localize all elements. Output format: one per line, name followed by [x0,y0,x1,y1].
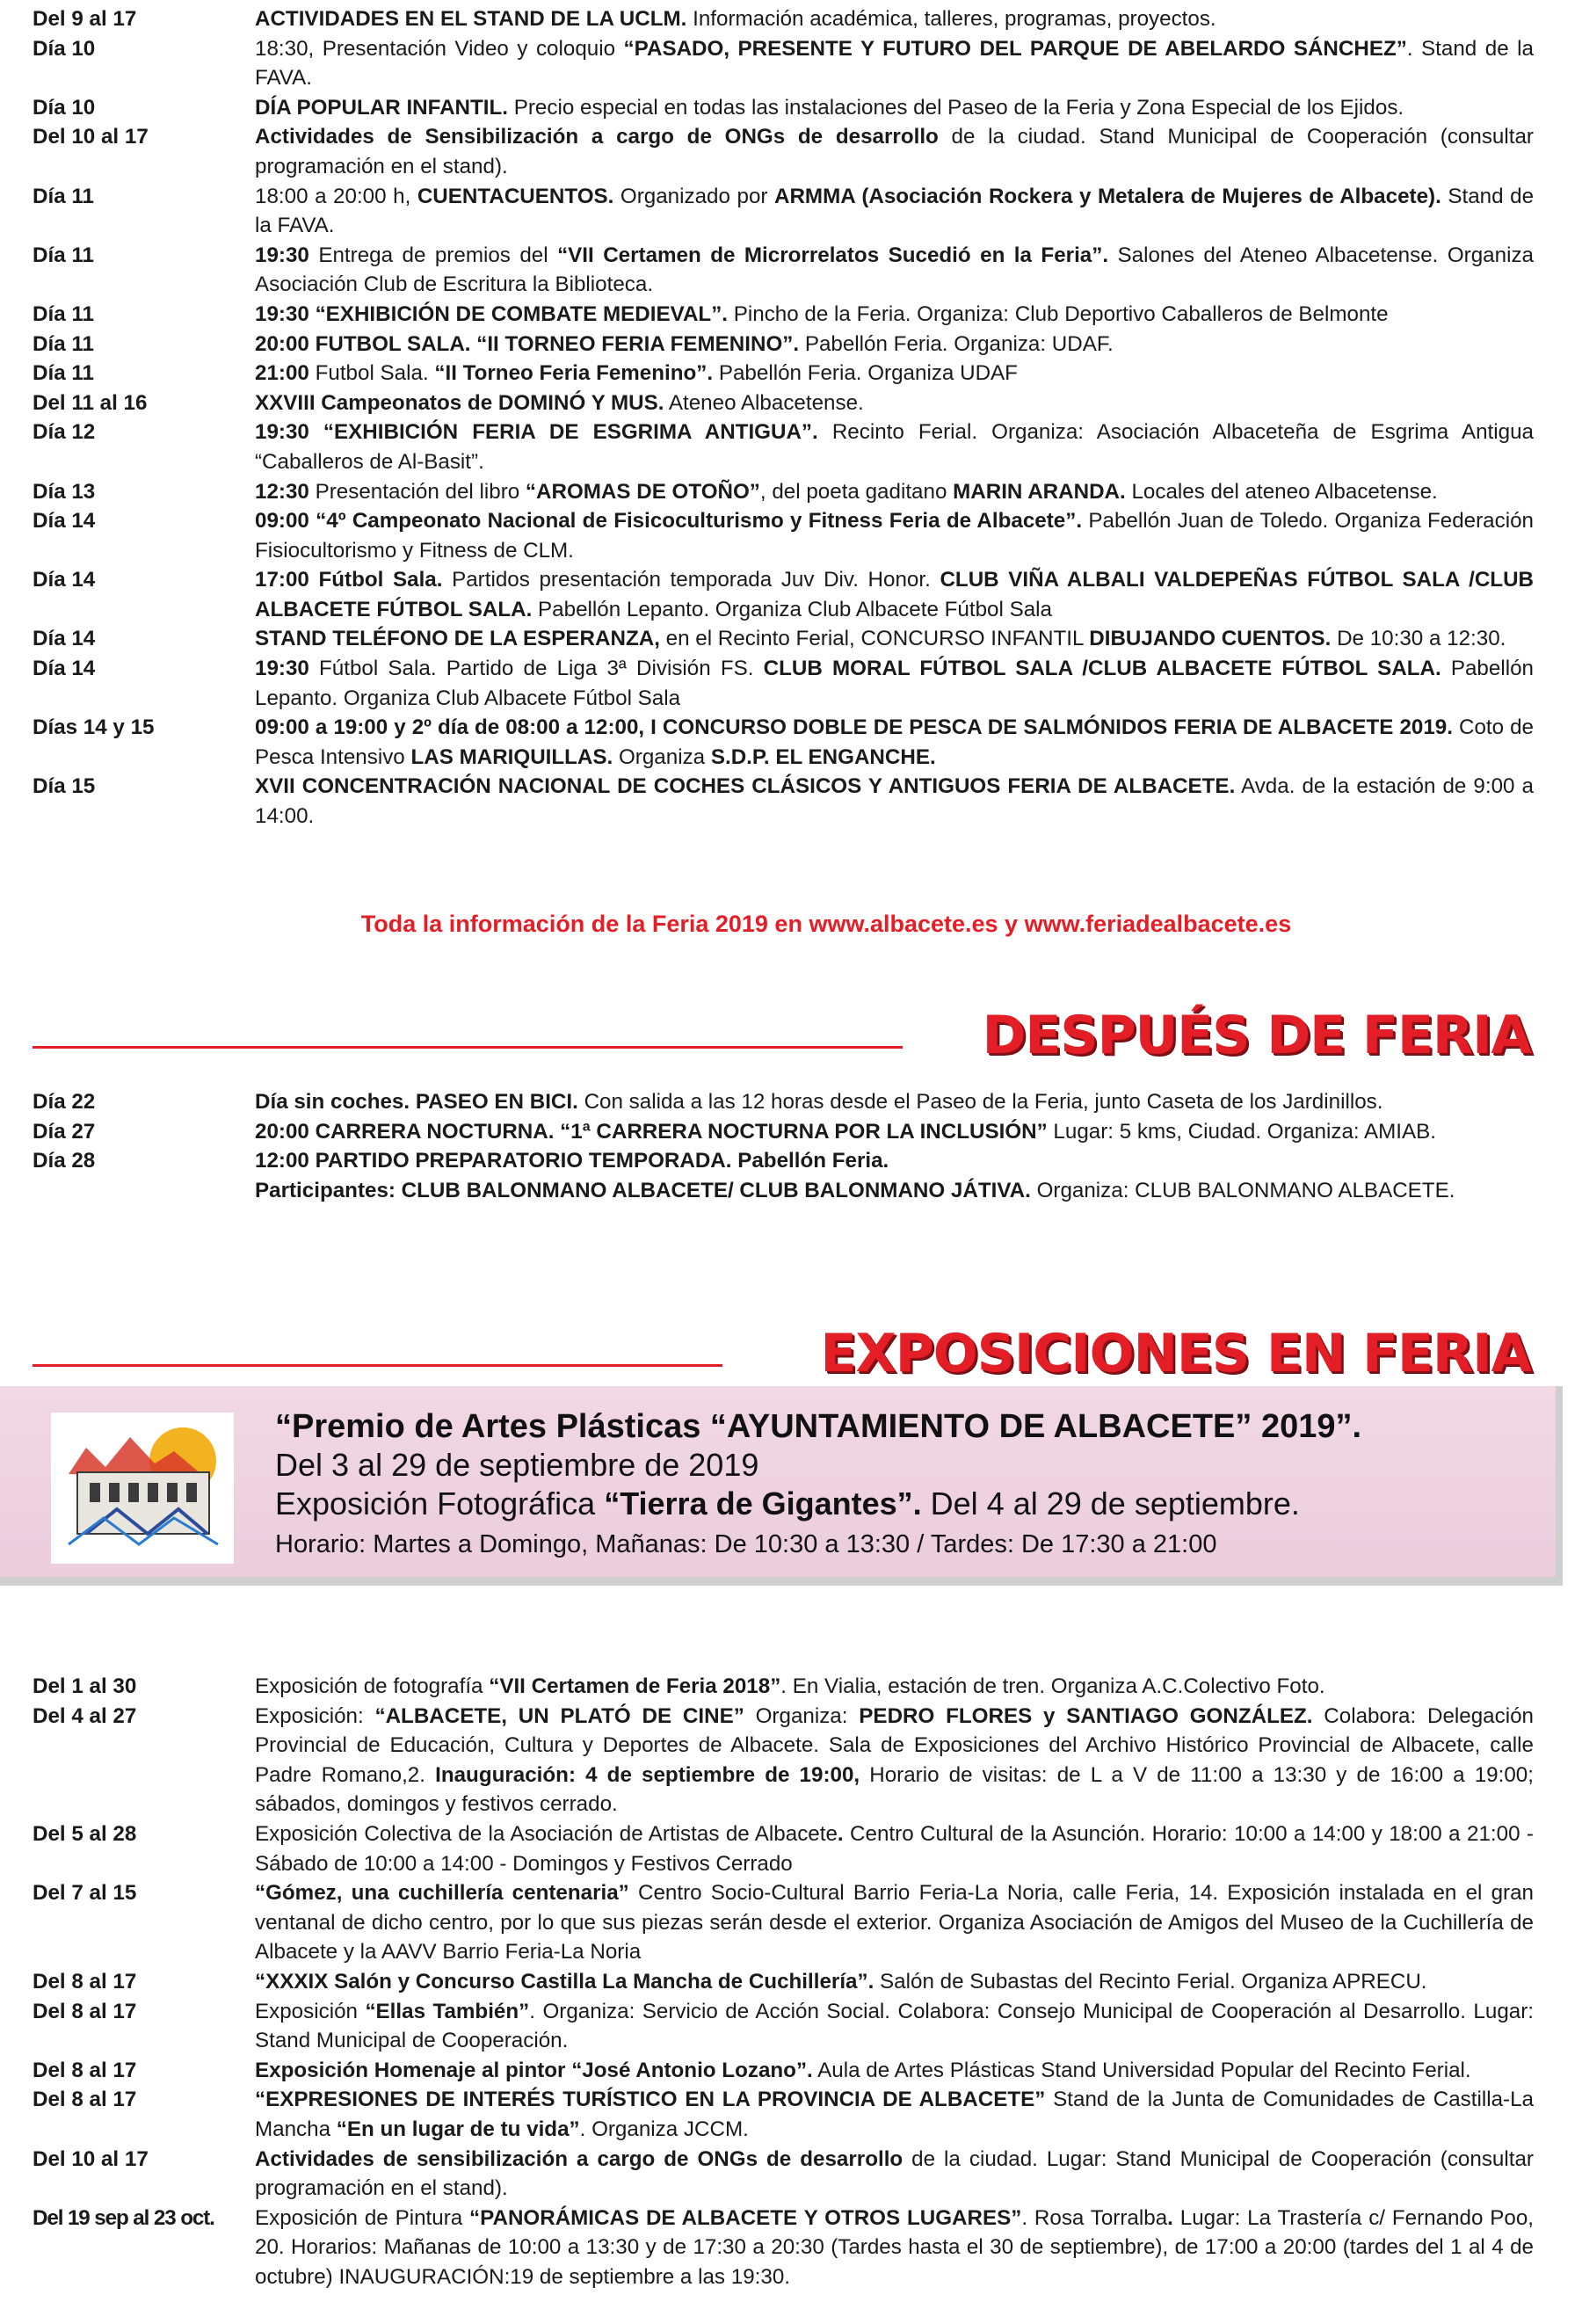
event-date: Día 10 [33,36,96,61]
event-text: Información académica, talleres, programas, proyectos. [686,7,1216,31]
event-date: Día 10 [33,95,96,120]
event-text-bold: Día sin coches. PASEO EN BICI. [255,1090,578,1114]
event-text: . Stand de la FAVA. [255,36,1534,91]
event-date: Del 1 al 30 [33,1674,137,1698]
event-row [33,418,1534,476]
event-description [255,330,1534,359]
event-row [33,4,1534,34]
event-text: Exposición Colectiva de la Asociación de Artistas de Albacete [255,1821,838,1846]
event-row [33,1176,1534,1206]
event-row [33,34,1534,93]
event-text: 18:30, Presentación Video y coloquio [255,36,624,61]
event-description [255,241,1534,300]
featured-title: “Premio de Artes Plásticas “AYUNTAMIENTO DE ALBACETE” 2019”. [275,1408,1362,1445]
event-text-bold: 09:00 a 19:00 y 2º día de 08:00 a 12:00, I CONCURSO DOBLE DE PESCA DE SALMÓNIDOS FERIA DE ALBACETE 2019. [255,715,1453,740]
event-text-bold: “ALBACETE, UN PLATÓ DE CINE” [374,1703,744,1728]
event-text-bold: “PANORÁMICAS DE ALBACETE Y OTROS LUGARES” [469,2205,1022,2230]
event-date: Del 5 al 28 [33,1821,137,1846]
event-date: Del 4 al 27 [33,1703,137,1728]
event-description [255,2145,1534,2204]
event-text-bold: . [837,1821,844,1846]
event-text: Exposición de Pintura [255,2205,470,2230]
event-description [255,122,1534,181]
event-text-bold: 12:00 PARTIDO PREPARATORIO TEMPORADA. Pabellón Feria. [255,1149,889,1173]
event-description [255,1997,1534,2056]
event-text-bold: “Gómez, una cuchillería centenaria” [255,1881,629,1906]
featured-dates: Del 3 al 29 de septiembre de 2019 [275,1447,759,1483]
event-date: Del 10 al 17 [33,125,149,149]
event-row [33,241,1534,300]
event-text: Organiza: CLUB BALONMANO ALBACETE. [1030,1178,1455,1202]
exhibitions-list [33,1672,1534,2291]
event-description [255,182,1534,241]
event-text: Stand de la FAVA. [255,184,1535,238]
event-date: Día 11 [33,331,94,356]
event-row [33,1878,1534,1967]
event-description [255,418,1534,476]
event-text: Avda. de la estación de 9:00 a 14:00. [255,774,1534,829]
event-row [33,2056,1534,2086]
event-date: Del 8 al 17 [33,2088,137,2112]
event-description [255,565,1534,624]
event-date: Día 11 [33,301,94,326]
event-text: Locales del ateneo Albacetense. [1125,479,1438,504]
event-date: Día 11 [33,184,94,208]
event-text-bold: CLUB VIÑA ALBALI VALDEPEÑAS FÚTBOL SALA /CLUB ALBACETE FÚTBOL SALA. [255,568,1535,621]
event-text-bold: PEDRO FLORES y SANTIAGO GONZÁLEZ. [859,1703,1313,1728]
event-description [255,1176,1534,1206]
event-text-bold: STAND TELÉFONO DE LA ESPERANZA, [255,627,660,651]
event-text: Entrega de premios del [308,243,558,267]
event-row [33,300,1534,330]
event-description [255,477,1534,507]
event-text-bold: “XXXIX Salón y Concurso Castilla La Mancha de Cuchillería”. [255,1969,874,1994]
event-description [255,1967,1534,1997]
event-description [255,624,1534,654]
event-text: Pabellón Feria. Organiza UDAF [713,361,1018,386]
event-text: Presentación del libro [308,479,526,504]
event-description [255,654,1534,713]
featured-exhibition-box [0,1386,1563,1586]
photo-title: “Tierra de Gigantes”. [604,1485,922,1521]
event-text-bold: DÍA POPULAR INFANTIL. [255,95,509,120]
event-text: Ateneo Albacetense. [664,390,864,415]
event-description [255,300,1534,330]
event-description [255,4,1534,34]
event-text: Salones del Ateneo Albacetense. Organiza Asociación Club de Escritura la Biblioteca. [255,243,1534,297]
event-text: Partidos presentación temporada Juv Div. Honor. [442,568,940,592]
event-text-bold: CLUB MORAL FÚTBOL SALA /CLUB ALBACETE FÚTBOL SALA. [763,657,1441,681]
event-text: Organizado por [613,184,774,208]
event-text: De 10:30 a 12:30. [1331,627,1506,651]
event-text-bold: DIBUJANDO CUENTOS. [1089,627,1332,651]
event-text: Fútbol Sala. Partido de Liga 3ª División FS. [308,657,764,681]
event-row [33,1117,1534,1147]
event-row [33,1146,1534,1176]
event-description [255,1878,1534,1967]
event-description [255,93,1534,123]
event-text: Pabellón Feria. Organiza: UDAF. [799,331,1114,356]
event-text: . En Vialia, estación de tren. Organiza A.C.Colectivo Foto. [780,1674,1325,1698]
event-date: Del 19 sep al 23 oct. [33,2205,214,2230]
after-fair-list [33,1087,1534,1205]
event-text: de la ciudad. Stand Municipal de Cooperación (consultar programación en el stand). [255,125,1534,178]
event-row [33,359,1534,389]
event-text: Exposición de fotografía [255,1674,490,1698]
event-text-bold: “Ellas También” [365,1999,530,2023]
event-date: Día 11 [33,243,94,267]
event-text: Centro Socio-Cultural Barrio Feria-La Noria, calle Feria, 14. Exposición instalada en el gran ventanal de dicho centro, por lo que sus piezas serán desde el exterior. Organiza Asociación de Amigos del Museo de la Cuchillería de Albacete y la AAVV Barrio Feria-La Noria [255,1881,1535,1965]
event-description [255,1819,1534,1878]
event-description [255,2204,1534,2292]
event-row [33,506,1534,565]
event-text-bold: CUENTACUENTOS. [417,184,614,208]
event-text-bold: . [1167,2205,1173,2230]
event-description [255,1672,1534,1702]
event-text-bold: 20:00 CARRERA NOCTURNA. “1ª CARRERA NOCTURNA POR LA INCLUSIÓN” [255,1119,1048,1144]
event-text: . Rosa Torralba [1021,2205,1168,2230]
event-row [33,1702,1534,1819]
event-text: Salón de Subastas del Recinto Ferial. Organiza APRECU. [874,1969,1427,1994]
event-date: Del 11 al 16 [33,390,148,415]
event-row [33,1967,1534,1997]
event-row [33,2085,1534,2144]
event-row [33,624,1534,654]
event-text: Lugar: 5 kms, Ciudad. Organiza: AMIAB. [1047,1119,1436,1144]
event-date: Día 15 [33,774,96,799]
event-text: Coto de Pesca Intensivo [255,715,1534,769]
event-description [255,2056,1534,2086]
event-text-bold: 19:30 “EXHIBICIÓN FERIA DE ESGRIMA ANTIGUA”. [255,420,818,445]
event-text-bold: Actividades de Sensibilización a cargo de ONGs de desarrollo [255,125,939,149]
exhibition-artwork-image [51,1413,234,1564]
event-row [33,122,1534,181]
event-row [33,565,1534,624]
event-text: de la ciudad. Lugar: Stand Municipal de Cooperación (consultar programación en el stand). [255,2146,1534,2201]
event-description [255,359,1534,389]
event-text: en el Recinto Ferial, CONCURSO INFANTIL [659,627,1090,651]
event-text: Precio especial en todas las instalaciones del Paseo de la Feria y Zona Especial de los Ejidos. [508,95,1404,120]
event-text-bold: XVII CONCENTRACIÓN NACIONAL DE COCHES CLÁSICOS Y ANTIGUOS FERIA DE ALBACETE. [255,774,1236,799]
event-text: Pabellón Lepanto. Organiza Club Albacete Fútbol Sala [255,657,1534,710]
event-description [255,1702,1534,1819]
event-row [33,1672,1534,1702]
event-text: Recinto Ferial. Organiza: Asociación Albaceteña de Esgrima Antigua “Caballeros de Al-Basit”. [255,420,1534,474]
event-text-bold: 19:30 [255,657,309,681]
event-date: Del 8 al 17 [33,1999,137,2023]
event-row [33,477,1534,507]
event-text-bold: Exposición Homenaje al pintor “José Antonio Lozano”. [255,2058,813,2082]
event-text: Con salida a las 12 horas desde el Paseo de la Feria, junto Caseta de los Jardinillos. [577,1090,1383,1114]
event-text-bold: ARMMA (Asociación Rockera y Metalera de Mujeres de Albacete). [774,184,1441,208]
event-text-bold: 20:00 FUTBOL SALA. “II TORNEO FERIA FEMENINO”. [255,331,800,356]
event-text: Organiza [613,744,711,769]
event-description [255,713,1534,772]
event-text: Lugar: La Trastería c/ Fernando Poo, 20. Horarios: Mañanas de 10:00 a 13:30 y de 17:30 a 20:30 (Tardes hasta el 30 de septiembre), de 17:00 a 20:00 (tardes del 1 al 4 de octubre) INAUGURACIÓN:19 de septiembre a las 19:30. [255,2205,1534,2289]
event-text: Centro Cultural de la Asunción. Horario: 10:00 a 14:00 y 18:00 a 21:00 - Sábado de 10:00 a 14:00 - Domingos y Festivos Cerrado [255,1821,1534,1876]
event-description [255,2085,1534,2144]
event-description [255,506,1534,565]
event-description [255,389,1534,418]
section-rule [33,1046,903,1049]
event-date: Del 9 al 17 [33,7,137,31]
section-rule [33,1364,722,1367]
info-line: Toda la información de la Feria 2019 en www.albacete.es y www.feriadealbacete.es [360,911,1292,937]
event-text-bold: MARIN ARANDA. [953,479,1126,504]
photo-dates: Del 4 al 29 de septiembre. [921,1485,1300,1521]
event-row [33,2145,1534,2204]
event-text: Futbol Sala. [308,361,435,386]
event-description [255,1087,1534,1117]
event-date: Del 10 al 17 [33,2146,149,2171]
event-text-bold: “EXPRESIONES DE INTERÉS TURÍSTICO EN LA PROVINCIA DE ALBACETE” [255,2088,1046,2112]
event-text-bold: Actividades de sensibilización a cargo de ONGs de desarrollo [255,2146,903,2171]
event-text-bold: XXVIII Campeonatos de DOMINÓ Y MUS. [255,390,664,415]
event-description [255,772,1534,831]
featured-exhibition-text [275,1407,1361,1564]
event-date: Día 27 [33,1119,96,1144]
event-date: Día 14 [33,568,96,592]
event-date: Día 22 [33,1090,96,1114]
event-text: Horario de visitas: de L a V de 11:00 a 13:30 y de 16:00 a 19:00; sábados, domingos y festivos cerrado. [255,1762,1534,1817]
event-date: Días 14 y 15 [33,715,155,740]
event-date: Del 8 al 17 [33,2058,137,2082]
event-row [33,772,1534,831]
event-row [33,2204,1534,2292]
featured-photo-exhibition [275,1485,1361,1523]
event-text-bold: 21:00 [255,361,309,386]
event-text: Pincho de la Feria. Organiza: Club Deportivo Caballeros de Belmonte [728,301,1389,326]
event-date: Día 14 [33,657,96,681]
event-text-bold: Inauguración: 4 de septiembre de 19:00, [435,1762,860,1787]
event-text-bold: “VII Certamen de Feria 2018” [489,1674,781,1698]
event-text-bold: 09:00 “4º Campeonato Nacional de Fisicoculturismo y Fitness Feria de Albacete”. [255,509,1083,534]
event-description [255,34,1534,93]
event-text: Exposición [255,1999,366,2023]
event-row [33,713,1534,772]
event-text-bold: ACTIVIDADES EN EL STAND DE LA UCLM. [255,7,687,31]
event-text-bold: S.D.P. EL ENGANCHE. [710,744,936,769]
event-row [33,1819,1534,1878]
event-text: Colabora: Delegación Provincial de Educación, Cultura y Deportes de Albacete. Sala de Exposiciones del Archivo Histórico Provincial de Albacete, calle Padre Romano,2. [255,1703,1534,1787]
event-row [33,389,1534,418]
event-date: Del 8 al 17 [33,1969,137,1994]
event-date: Día 28 [33,1149,96,1173]
event-text: Organiza: [744,1703,860,1728]
event-text: Aula de Artes Plásticas Stand Universidad Popular del Recinto Ferial. [812,2058,1471,2082]
event-row [33,330,1534,359]
exhibitions-heading: EXPOSICIONES EN FERIA [820,1323,1531,1384]
event-text: Pabellón Lepanto. Organiza Club Albacete Fútbol Sala [532,597,1052,621]
event-description [255,1117,1534,1147]
event-date: Del 7 al 15 [33,1881,137,1906]
event-text: 18:00 a 20:00 h, [255,184,417,208]
event-text-bold: 12:30 [255,479,309,504]
fair-events-list [33,4,1534,832]
event-text-bold: “AROMAS DE OTOÑO” [525,479,760,504]
event-text-bold: 19:30 [255,243,309,267]
event-text-bold: LAS MARIQUILLAS. [410,744,613,769]
event-text-bold: “PASADO, PRESENTE Y FUTURO DEL PARQUE DE ABELARDO SÁNCHEZ” [623,36,1407,61]
event-text: Stand de la Junta de Comunidades de Castilla-La Mancha [255,2088,1534,2141]
event-text-bold: “VII Certamen de Microrrelatos Sucedió en la Feria”. [557,243,1109,267]
event-description [255,1146,1534,1176]
event-date: Día 11 [33,361,94,386]
event-row [33,1997,1534,2056]
event-date: Día 14 [33,627,96,651]
event-date: Día 13 [33,479,96,504]
event-row [33,654,1534,713]
event-text-bold: 19:30 “EXHIBICIÓN DE COMBATE MEDIEVAL”. [255,301,729,326]
event-row [33,182,1534,241]
event-text-bold: “II Torneo Feria Femenino”. [434,361,714,386]
event-text: . Organiza JCCM. [579,2117,749,2141]
event-text: , del poeta gaditano [759,479,954,504]
after-fair-heading: DESPUÉS DE FERIA [982,1005,1531,1066]
event-text-bold: “En un lugar de tu vida” [336,2117,580,2141]
photo-prefix: Exposición Fotográfica [275,1485,605,1521]
event-date: Día 14 [33,509,96,534]
featured-hours: Horario: Martes a Domingo, Mañanas: De 10:30 a 13:30 / Tardes: De 17:30 a 21:00 [275,1530,1217,1558]
event-text-bold: Participantes: CLUB BALONMANO ALBACETE/ CLUB BALONMANO JÁTIVA. [255,1178,1031,1202]
event-row [33,93,1534,123]
event-date: Día 12 [33,420,96,445]
event-text: . Organiza: Servicio de Acción Social. Colabora: Consejo Municipal de Cooperación al Desarrollo. Lugar: Stand Municipal de Cooperación. [255,1999,1535,2053]
event-text: Exposición: [255,1703,375,1728]
event-text-bold: 17:00 Fútbol Sala. [255,568,443,592]
event-text: Pabellón Juan de Toledo. Organiza Federación Fisiocultorismo y Fitness de CLM. [255,509,1534,563]
event-row [33,1087,1534,1117]
